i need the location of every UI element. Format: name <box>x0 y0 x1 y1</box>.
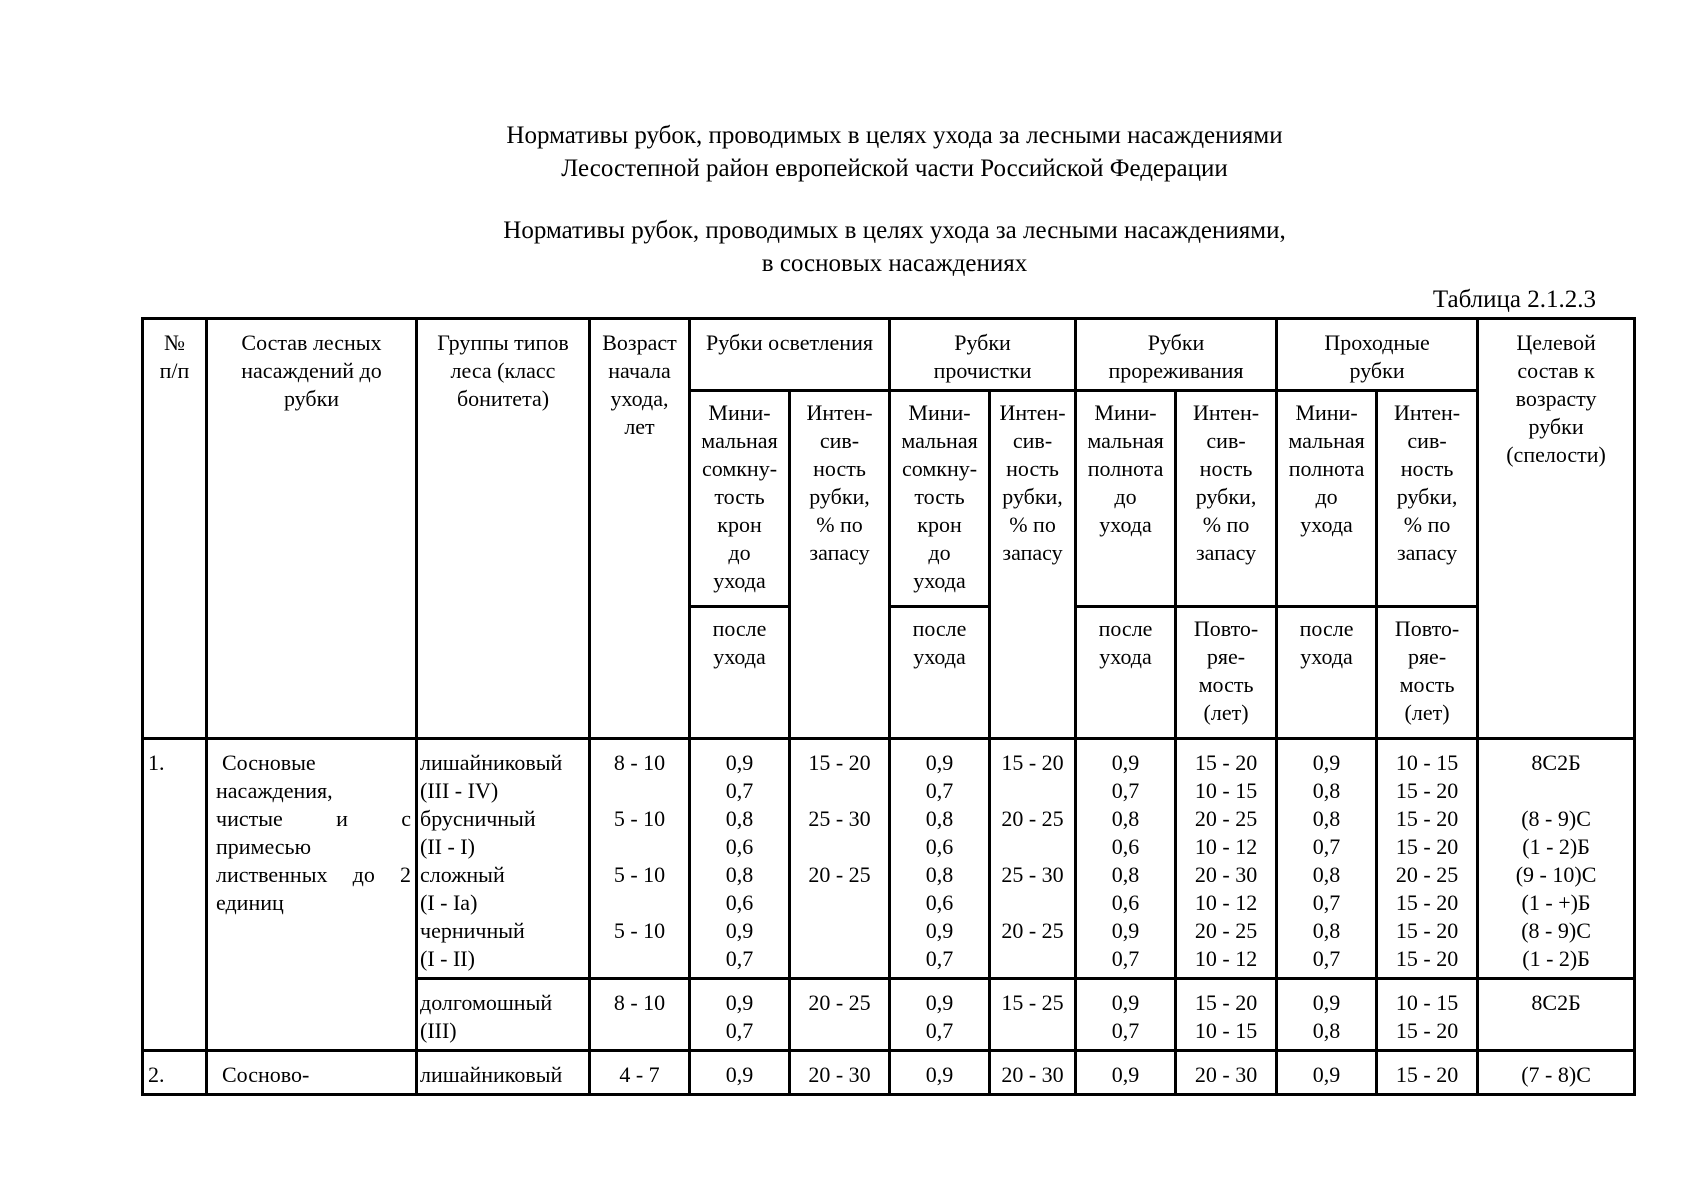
title-line-2: Лесостепной район европейской части Российской Федерации <box>561 155 1228 182</box>
row-2-phd-min: 0,9 <box>1277 1051 1377 1095</box>
row-1-composition: Сосновые насаждения, чистые и с примесью лиственных до 2 единиц <box>207 739 417 1051</box>
table-row <box>143 739 1635 979</box>
row-2-osv-min: 0,9 <box>690 1051 790 1095</box>
header-osv-after: после ухода <box>690 607 790 739</box>
row-1a-pro-min: 0,9 0,7 0,8 0,6 0,8 0,6 0,9 0,7 <box>890 739 990 979</box>
header-pro-min-crown: Мини- мальная сомкну- тость крон до ухода <box>890 391 990 607</box>
header-prochist: Рубки прочистки <box>890 319 1076 391</box>
row-1a-pro-int: 15 - 20 20 - 25 25 - 30 20 - 25 <box>990 739 1076 979</box>
header-phd-repeat: Повто- ряе- мость (лет) <box>1377 607 1478 739</box>
row-1-num: 1. <box>143 739 207 1051</box>
header-phd-after: после ухода <box>1277 607 1377 739</box>
row-1a-phd-int: 10 - 15 15 - 20 15 - 20 15 - 20 20 - 25 15 - 20 15 - 20 15 - 20 <box>1377 739 1478 979</box>
row-1a-prz-min: 0,9 0,7 0,8 0,6 0,8 0,6 0,9 0,7 <box>1076 739 1176 979</box>
row-2-osv-int: 20 - 30 <box>790 1051 890 1095</box>
row-2-composition: Сосново- <box>207 1051 417 1095</box>
row-2-forest-types: лишайниковый <box>417 1051 590 1095</box>
norms-table <box>141 317 1636 1096</box>
row-1a-osv-int: 15 - 20 25 - 30 20 - 25 <box>790 739 890 979</box>
row-2-prz-int: 20 - 30 <box>1176 1051 1277 1095</box>
row-1a-phd-min: 0,9 0,8 0,8 0,7 0,8 0,7 0,8 0,7 <box>1277 739 1377 979</box>
row-1a-forest-types: лишайниковый (III - IV) брусничный (II - I) сложный (I - Ia) черничный (I - II) <box>417 739 590 979</box>
header-composition: Состав лесных насаждений до рубки <box>207 319 417 739</box>
row-1b-prz-int: 15 - 20 10 - 15 <box>1176 979 1277 1051</box>
header-prz-repeat: Повто- ряе- мость (лет) <box>1176 607 1277 739</box>
row-1b-osv-min: 0,9 0,7 <box>690 979 790 1051</box>
title-line-4: в сосновых насаждениях <box>761 250 1028 277</box>
row-1a-target: 8С2Б (8 - 9)С (1 - 2)Б (9 - 10)С (1 - +)Б (8 - 9)С (1 - 2)Б <box>1478 739 1635 979</box>
row-1b-osv-int: 20 - 25 <box>790 979 890 1051</box>
row-1b-target: 8С2Б <box>1478 979 1635 1051</box>
row-2-num: 2. <box>143 1051 207 1095</box>
title-line-1: Нормативы рубок, проводимых в целях ухода за лесными насаждениями <box>506 122 1283 149</box>
row-2-prz-min: 0,9 <box>1076 1051 1176 1095</box>
header-prz-after: после ухода <box>1076 607 1176 739</box>
row-1b-phd-int: 10 - 15 15 - 20 <box>1377 979 1478 1051</box>
header-prohod: Проходные рубки <box>1277 319 1478 391</box>
row-2-age: 4 - 7 <box>590 1051 690 1095</box>
row-1a-age: 8 - 10 5 - 10 5 - 10 5 - 10 <box>590 739 690 979</box>
header-prz-min-density: Мини- мальная полнота до ухода <box>1076 391 1176 607</box>
header-prz-intensity: Интен- сив- ность рубки, % по запасу <box>1176 391 1277 607</box>
row-1b-prz-min: 0,9 0,7 <box>1076 979 1176 1051</box>
title-line-3: Нормативы рубок, проводимых в целях ухода за лесными насаждениями, <box>503 217 1286 244</box>
header-start-age: Возраст начала ухода, лет <box>590 319 690 739</box>
row-1b-forest-types: долгомошный (III) <box>417 979 590 1051</box>
header-osv-intensity: Интен- сив- ность рубки, % по запасу <box>790 391 890 739</box>
row-1b-phd-min: 0,9 0,8 <box>1277 979 1377 1051</box>
row-1b-pro-int: 15 - 25 <box>990 979 1076 1051</box>
header-prorezh: Рубки прореживания <box>1076 319 1277 391</box>
row-1a-prz-int: 15 - 20 10 - 15 20 - 25 10 - 12 20 - 30 10 - 12 20 - 25 10 - 12 <box>1176 739 1277 979</box>
table-number-label: Таблица 2.1.2.3 <box>1432 286 1596 313</box>
row-2-pro-min: 0,9 <box>890 1051 990 1095</box>
header-pro-intensity: Интен- сив- ность рубки, % по запасу <box>990 391 1076 739</box>
row-2-target: (7 - 8)С <box>1478 1051 1635 1095</box>
row-1b-pro-min: 0,9 0,7 <box>890 979 990 1051</box>
row-1b-age: 8 - 10 <box>590 979 690 1051</box>
header-phd-min-density: Мини- мальная полнота до ухода <box>1277 391 1377 607</box>
header-pro-after: после ухода <box>890 607 990 739</box>
header-phd-intensity: Интен- сив- ность рубки, % по запасу <box>1377 391 1478 607</box>
row-2-pro-int: 20 - 30 <box>990 1051 1076 1095</box>
row-2-phd-int: 15 - 20 <box>1377 1051 1478 1095</box>
header-target: Целевой состав к возрасту рубки (спелости) <box>1478 319 1635 739</box>
row-1a-osv-min: 0,9 0,7 0,8 0,6 0,8 0,6 0,9 0,7 <box>690 739 790 979</box>
header-num: № п/п <box>143 319 207 739</box>
header-forest-types: Группы типов леса (класс бонитета) <box>417 319 590 739</box>
document-titles <box>0 119 1697 280</box>
header-osvetl: Рубки осветления <box>690 319 890 391</box>
header-osv-min-crown: Мини- мальная сомкну- тость крон до ухода <box>690 391 790 607</box>
table-row <box>143 1051 1635 1095</box>
